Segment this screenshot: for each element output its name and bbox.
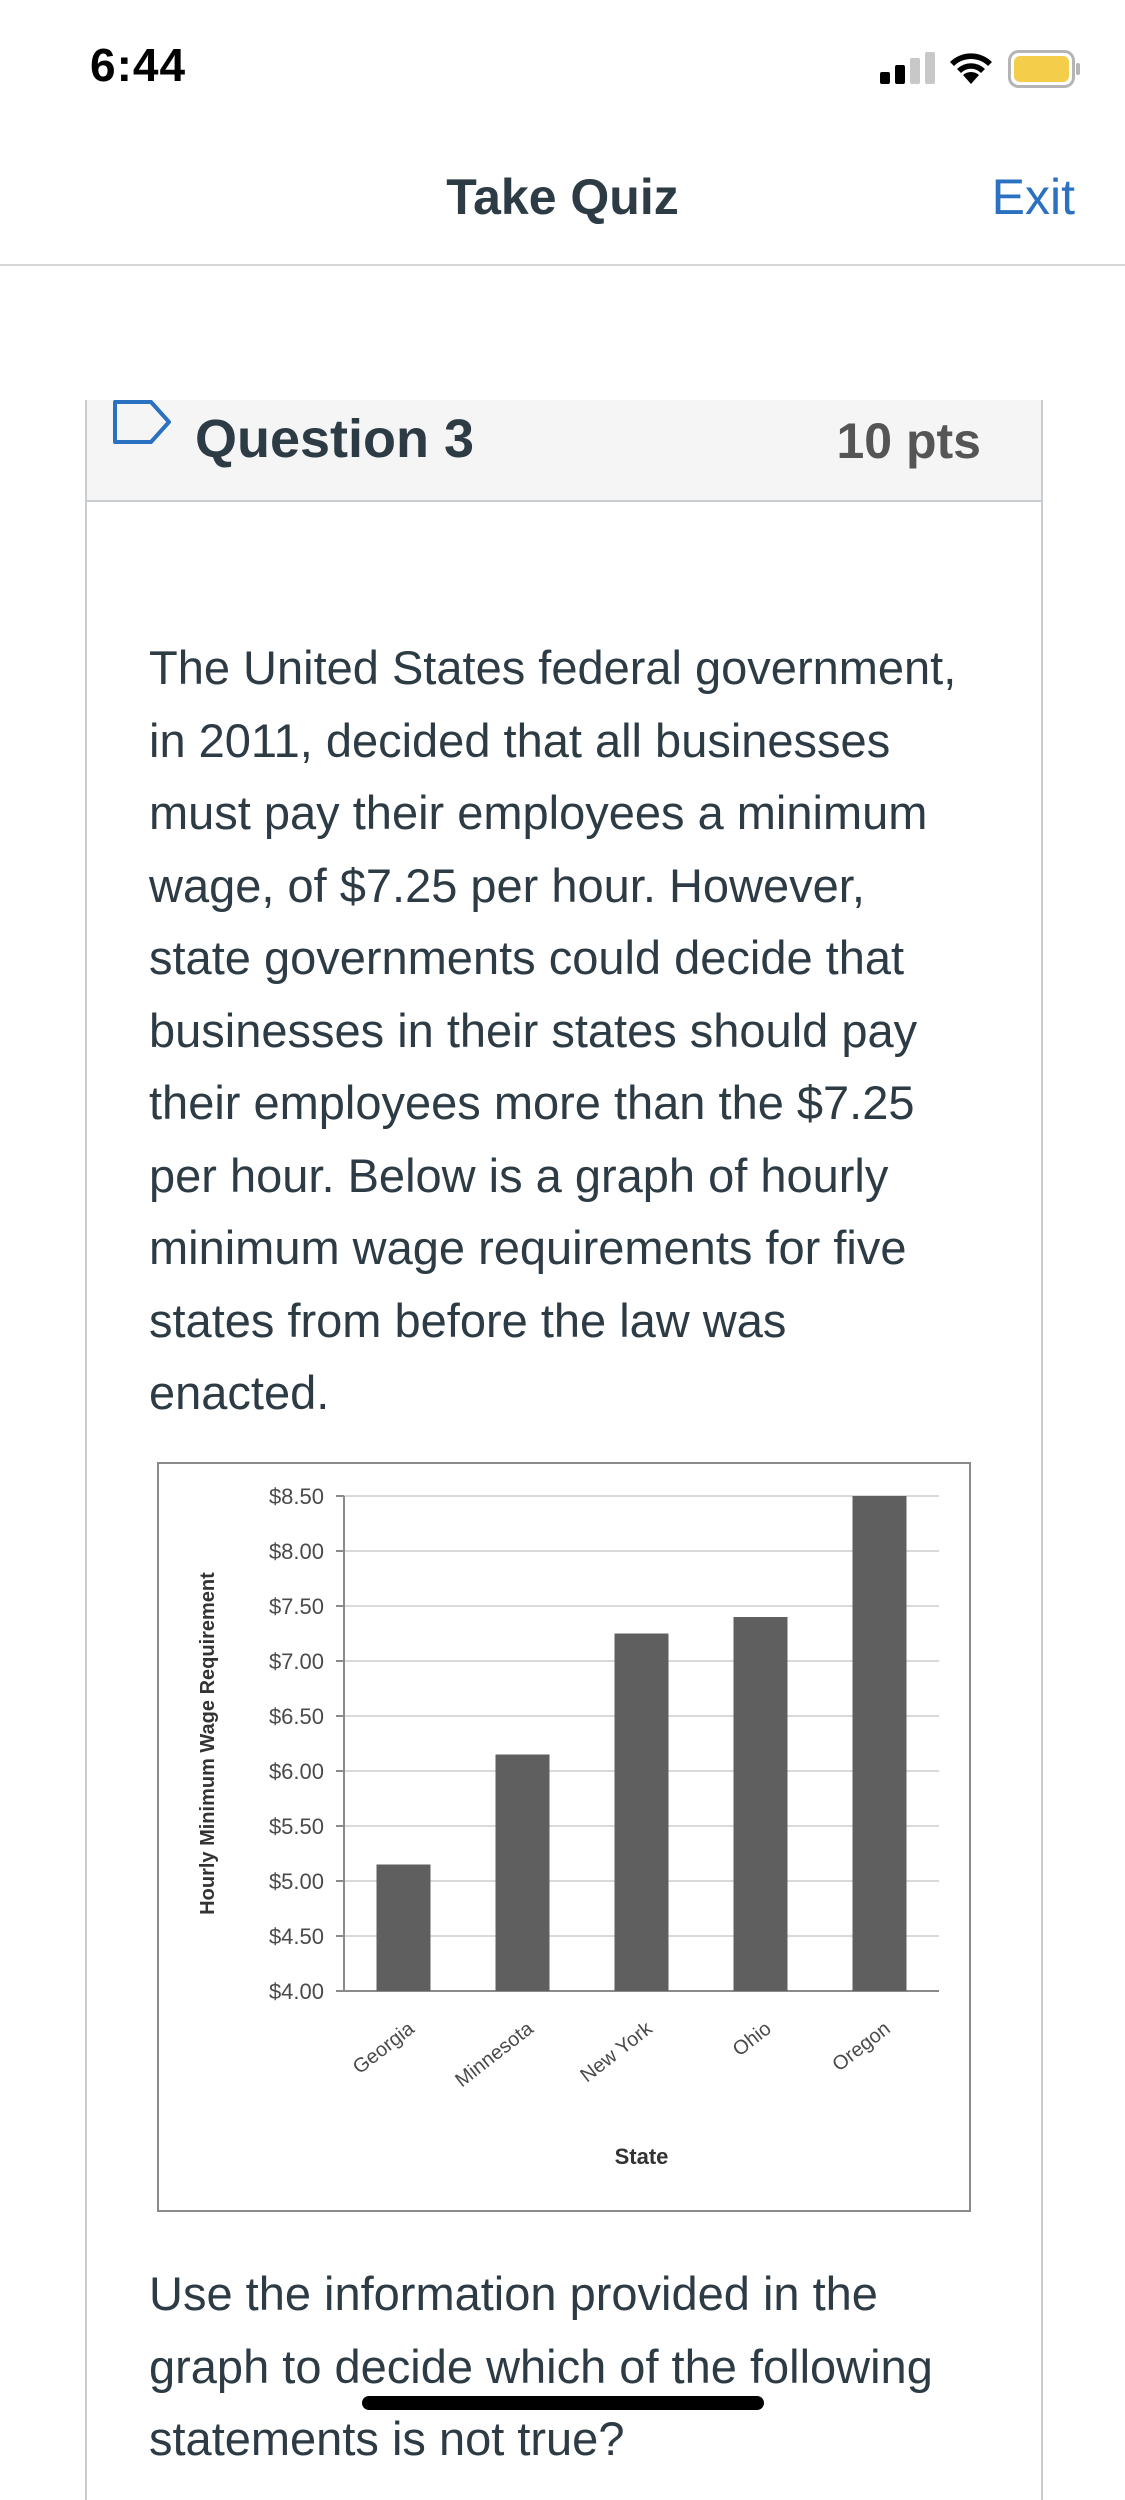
y-tick-label: $6.00 bbox=[268, 1759, 324, 1784]
x-tick-label: Ohio bbox=[728, 2017, 776, 2061]
question-prompt: Use the information provided in the graph to decide which of the following statements is not true? bbox=[149, 2267, 933, 2465]
question-title: Question 3 bbox=[195, 409, 475, 469]
y-axis-label: Hourly Minimum Wage Requirement bbox=[197, 1572, 219, 1915]
bar-minnesota bbox=[496, 1755, 550, 1992]
bar-ohio bbox=[734, 1617, 788, 1991]
y-tick-label: $6.50 bbox=[268, 1704, 324, 1729]
home-indicator[interactable] bbox=[362, 2396, 764, 2410]
x-tick-label: New York bbox=[576, 2017, 657, 2087]
x-tick-label: Oregon bbox=[828, 2017, 895, 2077]
chart-canvas bbox=[159, 1464, 969, 2210]
y-tick-label: $4.50 bbox=[268, 1924, 324, 1949]
page-title: Take Quiz bbox=[446, 169, 679, 225]
bar-oregon bbox=[853, 1496, 907, 1991]
x-tick-label: Minnesota bbox=[451, 2017, 538, 2092]
battery-icon bbox=[1008, 50, 1082, 88]
y-tick-label: $5.00 bbox=[268, 1869, 324, 1894]
bar-georgia bbox=[377, 1865, 431, 1992]
flag-question-icon[interactable] bbox=[111, 400, 173, 446]
exit-button[interactable]: Exit bbox=[991, 169, 1075, 225]
status-time: 6:44 bbox=[90, 39, 187, 91]
question-card bbox=[85, 400, 1043, 2500]
y-tick-label: $4.00 bbox=[268, 1979, 324, 2004]
y-tick-label: $7.00 bbox=[268, 1649, 324, 1674]
wifi-icon bbox=[948, 50, 994, 86]
x-tick-label: Georgia bbox=[348, 2017, 419, 2079]
status-bar bbox=[0, 0, 1125, 140]
x-axis-label: State bbox=[614, 2144, 669, 2169]
question-points: 10 pts bbox=[836, 413, 981, 469]
nav-bar bbox=[0, 140, 1125, 266]
bar-new-york bbox=[615, 1634, 669, 1992]
y-tick-label: $5.50 bbox=[268, 1814, 324, 1839]
bar-chart bbox=[157, 1462, 971, 2212]
y-tick-label: $8.00 bbox=[268, 1539, 324, 1564]
question-header bbox=[87, 400, 1041, 502]
y-tick-label: $7.50 bbox=[268, 1594, 324, 1619]
y-tick-label: $8.50 bbox=[268, 1484, 324, 1509]
cellular-signal-icon bbox=[880, 52, 936, 84]
question-text: The United States federal government, in 2011, decided that all businesses must pay their employees a minimum wage, of $7.25 per hour. However, state governments could decide that businesses in their states should pay their employees more than the $7.25 per hour. Below is a graph of hourly minimum wage requirements for five states from before the law was enacted. bbox=[149, 641, 957, 1419]
